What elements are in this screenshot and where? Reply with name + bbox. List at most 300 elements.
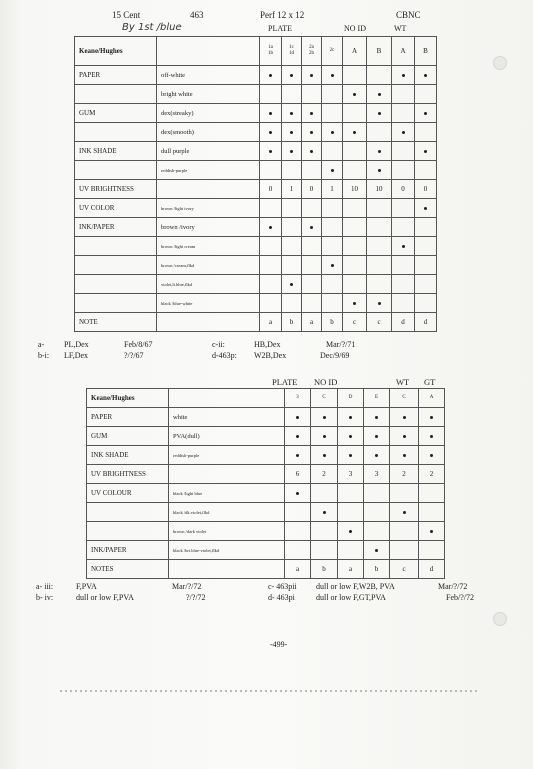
t1-cell-dot xyxy=(322,66,343,85)
dot-mark xyxy=(323,435,326,438)
t1-cell xyxy=(322,104,343,123)
t2-row-subcategory xyxy=(169,465,285,484)
dot-mark xyxy=(331,264,334,267)
t1-cell-dot xyxy=(260,142,282,161)
dot-mark xyxy=(349,416,352,419)
dot-mark xyxy=(349,530,352,533)
dot-mark xyxy=(378,93,381,96)
t2-cell-dot xyxy=(311,446,338,465)
t1-row-category: GUM xyxy=(75,104,157,123)
t2-col-noid-d: D xyxy=(338,389,364,408)
t1-cell xyxy=(302,275,322,294)
dot-mark xyxy=(403,454,406,457)
t2-row xyxy=(87,541,445,560)
t2-col-noid-c: C xyxy=(311,389,338,408)
t1-cell xyxy=(282,294,302,313)
t2-cell xyxy=(285,503,311,522)
t1-cell-dot xyxy=(322,256,343,275)
t1-cell xyxy=(260,85,282,104)
t2-note-d-date: Feb/?/72 xyxy=(446,593,474,602)
t1-cell xyxy=(343,275,367,294)
t1-row-subcategory: black /blue-white xyxy=(157,294,260,313)
t1-cell xyxy=(282,161,302,180)
t1-cell xyxy=(392,85,415,104)
t2-cell-dot xyxy=(338,408,364,427)
t2-row-subcategory: black /light blue xyxy=(169,484,285,503)
t1-cell xyxy=(367,256,392,275)
t1-row xyxy=(75,142,437,161)
dot-mark xyxy=(378,302,381,305)
t1-col-2a: 2a 2b xyxy=(302,37,322,66)
t1-cell: c xyxy=(343,313,367,332)
dot-mark xyxy=(296,435,299,438)
dot-mark xyxy=(375,454,378,457)
t2-cell: a xyxy=(338,560,364,579)
t1-cell xyxy=(392,104,415,123)
t1-cell xyxy=(415,85,437,104)
t1-row xyxy=(75,123,437,142)
t1-row-category xyxy=(75,85,157,104)
t2-col-gt-a: A xyxy=(419,389,445,408)
t2-note-aiii-date: Mar/?/72 xyxy=(172,582,202,591)
t1-cell xyxy=(343,199,367,218)
t2-cell-dot xyxy=(285,427,311,446)
t1-cell-dot xyxy=(367,294,392,313)
t1-cell: d xyxy=(415,313,437,332)
t1-cell xyxy=(367,199,392,218)
t1-cell: 10 xyxy=(343,180,367,199)
t1-row-category: UV COLOR xyxy=(75,199,157,218)
t1-cell xyxy=(392,142,415,161)
t2-cell-dot xyxy=(419,446,445,465)
dot-mark xyxy=(403,511,406,514)
t1-cell xyxy=(302,85,322,104)
dot-mark xyxy=(375,435,378,438)
t1-cell xyxy=(392,256,415,275)
t1-cell xyxy=(302,294,322,313)
t1-cell: 1 xyxy=(322,180,343,199)
dot-mark xyxy=(430,530,433,533)
t1-group-noid: NO ID xyxy=(344,24,366,33)
t1-row-category xyxy=(75,161,157,180)
t2-cell-dot xyxy=(311,408,338,427)
t2-row-subcategory: brown /dark violet xyxy=(169,522,285,541)
t2-cell: 2 xyxy=(311,465,338,484)
t1-cell-dot xyxy=(415,66,437,85)
t1-row-category: NOTE xyxy=(75,313,157,332)
t1-cell xyxy=(322,294,343,313)
t1-cell xyxy=(415,256,437,275)
t1-cell-dot xyxy=(282,123,302,142)
t1-cell: 0 xyxy=(415,180,437,199)
t1-cell: 0 xyxy=(302,180,322,199)
t2-cell xyxy=(285,522,311,541)
t1-cell xyxy=(260,199,282,218)
dot-mark xyxy=(375,416,378,419)
t1-row-subcategory: brown /light ivory xyxy=(157,199,260,218)
t2-cell-dot xyxy=(419,408,445,427)
t1-row xyxy=(75,199,437,218)
t1-note-a: a- xyxy=(38,340,45,349)
t1-row-subcategory: bright white xyxy=(157,85,260,104)
t1-cell-dot xyxy=(302,142,322,161)
t1-cell xyxy=(343,161,367,180)
punch-hole-top xyxy=(493,56,507,70)
t1-col-noid-a: A xyxy=(343,37,367,66)
t2-cell: d xyxy=(419,560,445,579)
t1-row xyxy=(75,161,437,180)
dot-mark xyxy=(310,150,313,153)
t1-cell: b xyxy=(322,313,343,332)
dot-mark xyxy=(310,112,313,115)
dot-mark xyxy=(310,131,313,134)
t1-row xyxy=(75,104,437,123)
t2-cell-dot xyxy=(311,427,338,446)
t2-cell xyxy=(311,522,338,541)
t2-cell-dot xyxy=(390,503,419,522)
t1-row-subcategory: dex(streaky) xyxy=(157,104,260,123)
dot-mark xyxy=(290,283,293,286)
t1-cell-dot xyxy=(260,104,282,123)
t1-cell xyxy=(282,199,302,218)
t1-cell-dot xyxy=(282,275,302,294)
dot-mark xyxy=(353,93,356,96)
dot-mark xyxy=(269,74,272,77)
t1-header-row xyxy=(75,37,437,66)
t1-group-wt: WT xyxy=(394,24,407,33)
t1-cell-dot xyxy=(367,85,392,104)
t1-cell xyxy=(367,275,392,294)
t2-row-category: PAPER xyxy=(87,408,169,427)
dot-mark xyxy=(331,74,334,77)
t2-cell-dot xyxy=(419,427,445,446)
t1-cell-dot xyxy=(302,104,322,123)
dot-mark xyxy=(430,454,433,457)
t2-col-wt-c: C xyxy=(390,389,419,408)
t1-cell-dot xyxy=(367,161,392,180)
t2-cell-dot xyxy=(390,408,419,427)
t1-cell-dot xyxy=(302,66,322,85)
t2-cell xyxy=(311,484,338,503)
t1-cell xyxy=(322,142,343,161)
t1-note-d-text: W2B,Dex xyxy=(254,351,287,360)
t1-cell: a xyxy=(260,313,282,332)
t1-row-subcategory: brown /cream,flkd xyxy=(157,256,260,275)
t2-cell: 2 xyxy=(390,465,419,484)
t1-row-subcategory: dull purple xyxy=(157,142,260,161)
t1-cell xyxy=(367,66,392,85)
t2-note-biv-text: dull or low F,PVA xyxy=(76,593,134,602)
page-number: -499- xyxy=(270,640,288,649)
t1-cell xyxy=(415,294,437,313)
t2-row-category: UV BRIGHTNESS xyxy=(87,465,169,484)
t1-cell xyxy=(367,237,392,256)
t2-row-category: GUM xyxy=(87,427,169,446)
t2-cell-dot xyxy=(390,446,419,465)
t1-cell-dot xyxy=(367,104,392,123)
t2-note-c-text: dull or low F,W2B, PVA xyxy=(316,582,395,591)
t2-note-d: d- 463pi xyxy=(268,593,295,602)
t1-col-1c: 1c 1d xyxy=(282,37,302,66)
t2-group-wt: WT xyxy=(396,377,410,387)
t1-cell xyxy=(322,199,343,218)
t1-cell xyxy=(260,256,282,275)
dot-mark xyxy=(296,492,299,495)
t1-cell-dot xyxy=(343,123,367,142)
dot-mark xyxy=(323,511,326,514)
t1-row xyxy=(75,85,437,104)
t2-cell xyxy=(364,484,390,503)
t2-cell-dot xyxy=(338,522,364,541)
t1-col-2c: 2c xyxy=(322,37,343,66)
t1-cell xyxy=(343,218,367,237)
dot-mark xyxy=(296,416,299,419)
t1-cell xyxy=(260,294,282,313)
dot-mark xyxy=(424,74,427,77)
t1-cell xyxy=(302,161,322,180)
t2-cell-dot xyxy=(364,427,390,446)
t1-note-cii: c-ii: xyxy=(212,340,225,349)
dot-mark xyxy=(424,150,427,153)
t1-cell: 0 xyxy=(392,180,415,199)
t1-cell xyxy=(282,218,302,237)
dot-mark xyxy=(353,302,356,305)
dot-mark xyxy=(296,454,299,457)
t1-cell: 10 xyxy=(367,180,392,199)
t1-cell xyxy=(260,275,282,294)
t1-cell-dot xyxy=(302,218,322,237)
table-2 xyxy=(86,388,445,579)
t1-cell xyxy=(343,104,367,123)
dot-mark xyxy=(430,435,433,438)
t2-cell-dot xyxy=(338,427,364,446)
t2-note-aiii-text: F,PVA xyxy=(76,582,97,591)
t1-row-subcategory: brown /ivory xyxy=(157,218,260,237)
t2-cell xyxy=(311,541,338,560)
t2-note-biv: b- iv: xyxy=(36,593,54,602)
dot-mark xyxy=(402,131,405,134)
t2-row-subcategory: reddish-purple xyxy=(169,446,285,465)
dot-mark xyxy=(331,169,334,172)
t2-cell xyxy=(419,484,445,503)
t1-row xyxy=(75,237,437,256)
t2-cell xyxy=(419,503,445,522)
t1-cell xyxy=(415,237,437,256)
dot-mark xyxy=(430,416,433,419)
t1-row-category xyxy=(75,275,157,294)
t2-cell xyxy=(390,522,419,541)
t2-cell: a xyxy=(285,560,311,579)
dot-mark xyxy=(424,112,427,115)
t2-col-plate-3: 3 xyxy=(285,389,311,408)
t2-col-noid-e: E xyxy=(364,389,390,408)
t1-col-1a: 1a 1b xyxy=(260,37,282,66)
t1-row xyxy=(75,275,437,294)
t1-row-subcategory: brown /light cream xyxy=(157,237,260,256)
dot-mark xyxy=(402,245,405,248)
t1-cell xyxy=(392,218,415,237)
t1-cell: c xyxy=(367,313,392,332)
t1-cell xyxy=(392,294,415,313)
dot-mark xyxy=(310,226,313,229)
t1-cell: a xyxy=(302,313,322,332)
t1-cell xyxy=(343,142,367,161)
t2-note-d-text: dull or low F,GT,PVA xyxy=(316,593,386,602)
t2-row xyxy=(87,408,445,427)
t2-cell xyxy=(338,503,364,522)
t1-row xyxy=(75,218,437,237)
dot-mark xyxy=(269,226,272,229)
t2-header-row xyxy=(87,389,445,408)
t2-cell xyxy=(338,541,364,560)
t1-col-wt-b: B xyxy=(415,37,437,66)
t1-col-wt-a: A xyxy=(392,37,415,66)
t1-row xyxy=(75,256,437,275)
t1-row-subcategory: violet,lt.blue,flkd xyxy=(157,275,260,294)
t1-cell-dot xyxy=(302,123,322,142)
t1-group-plate: PLATE xyxy=(268,24,292,33)
dot-mark xyxy=(378,169,381,172)
t2-cell-dot xyxy=(285,408,311,427)
t2-row-category: UV COLOUR xyxy=(87,484,169,503)
t1-cell-dot xyxy=(322,123,343,142)
t1-row xyxy=(75,294,437,313)
t1-cell-dot xyxy=(367,142,392,161)
t1-cell xyxy=(415,275,437,294)
t1-cell xyxy=(282,256,302,275)
t1-cell xyxy=(343,66,367,85)
t1-cell xyxy=(367,123,392,142)
t1-cell-dot xyxy=(260,123,282,142)
t1-row-subcategory: off-white xyxy=(157,66,260,85)
t2-cell-dot xyxy=(311,503,338,522)
t1-row-category xyxy=(75,256,157,275)
dot-mark xyxy=(269,131,272,134)
t2-group-plate: PLATE xyxy=(272,377,298,387)
t2-cell: 3 xyxy=(364,465,390,484)
t1-cell xyxy=(392,275,415,294)
dot-mark xyxy=(375,549,378,552)
t1-cell-dot xyxy=(343,85,367,104)
dot-mark xyxy=(310,74,313,77)
t1-cell-dot xyxy=(260,218,282,237)
t1-cell-dot xyxy=(415,199,437,218)
t2-note-biv-date: ?/?/72 xyxy=(186,593,206,602)
t2-row xyxy=(87,560,445,579)
t1-cell xyxy=(302,199,322,218)
t1-col-noid-b: B xyxy=(367,37,392,66)
t2-row-category xyxy=(87,522,169,541)
dot-mark xyxy=(290,112,293,115)
t2-row xyxy=(87,522,445,541)
t1-cell xyxy=(260,237,282,256)
t2-row-category: INK SHADE xyxy=(87,446,169,465)
t1-note-bi-date: ?/?/67 xyxy=(124,351,144,360)
t2-cell: b xyxy=(364,560,390,579)
t1-row-category xyxy=(75,237,157,256)
t1-cell xyxy=(392,199,415,218)
dot-mark xyxy=(290,150,293,153)
dot-mark xyxy=(378,112,381,115)
table-1 xyxy=(74,36,437,332)
dot-mark xyxy=(290,74,293,77)
t2-cell-dot xyxy=(338,446,364,465)
t2-cell-dot xyxy=(419,522,445,541)
t2-row xyxy=(87,427,445,446)
dot-mark xyxy=(331,131,334,134)
t2-cell-dot xyxy=(285,484,311,503)
t2-row-category: NOTES xyxy=(87,560,169,579)
t2-row xyxy=(87,465,445,484)
t2-cell: 3 xyxy=(338,465,364,484)
punch-hole-bottom xyxy=(493,612,507,626)
t2-cell-dot xyxy=(285,446,311,465)
t1-cell xyxy=(343,237,367,256)
t1-cell-dot xyxy=(260,66,282,85)
t2-row-category xyxy=(87,503,169,522)
t2-group-gt: GT xyxy=(424,377,436,387)
t2-note-aiii: a- iii: xyxy=(36,582,54,591)
t2-cell-dot xyxy=(364,408,390,427)
t2-cell: 2 xyxy=(419,465,445,484)
t2-cell xyxy=(285,541,311,560)
t1-row-category: INK/PAPER xyxy=(75,218,157,237)
t1-cell xyxy=(302,256,322,275)
t1-cell-dot xyxy=(392,237,415,256)
dot-mark xyxy=(403,416,406,419)
t1-cell-dot xyxy=(282,142,302,161)
t1-cell xyxy=(392,161,415,180)
t2-row-subcategory: black /dk.violet,flkd xyxy=(169,503,285,522)
t1-cell xyxy=(367,218,392,237)
t1-row-subcategory xyxy=(157,313,260,332)
t1-cell-dot xyxy=(415,142,437,161)
t1-note-d-date: Dec/9/69 xyxy=(320,351,350,360)
t1-cell xyxy=(343,256,367,275)
dot-mark xyxy=(403,435,406,438)
t1-row-category: INK SHADE xyxy=(75,142,157,161)
t1-cell-dot xyxy=(415,104,437,123)
t1-row xyxy=(75,313,437,332)
dot-mark xyxy=(269,150,272,153)
t2-row-subcategory xyxy=(169,560,285,579)
t1-cell xyxy=(302,237,322,256)
handwritten-note: By 1st /blue xyxy=(122,22,182,33)
t2-note-c-date: Mar/?/72 xyxy=(438,582,468,591)
t1-cell-dot xyxy=(282,66,302,85)
t1-cell xyxy=(415,123,437,142)
t2-row xyxy=(87,484,445,503)
t2-row-subcategory: black /bri.blue-violet,flkd xyxy=(169,541,285,560)
t1-cell-dot xyxy=(392,66,415,85)
t1-note-a-date: Feb/8/67 xyxy=(124,340,153,349)
t1-cell-dot xyxy=(322,161,343,180)
t1-note-cii-date: Mar/?/71 xyxy=(326,340,356,349)
t2-group-noid: NO ID xyxy=(314,377,338,387)
t2-cell xyxy=(390,541,419,560)
t1-cell xyxy=(322,218,343,237)
t1-row-category: UV BRIGHTNESS xyxy=(75,180,157,199)
dot-mark xyxy=(353,131,356,134)
t2-cell-dot xyxy=(364,541,390,560)
t1-row-category xyxy=(75,294,157,313)
header-perf: Perf 12 x 12 xyxy=(260,10,305,20)
t1-cell-dot xyxy=(282,104,302,123)
dot-mark xyxy=(323,454,326,457)
t2-row xyxy=(87,503,445,522)
t2-cell: b xyxy=(311,560,338,579)
t2-row-subcategory: PVA(dull) xyxy=(169,427,285,446)
